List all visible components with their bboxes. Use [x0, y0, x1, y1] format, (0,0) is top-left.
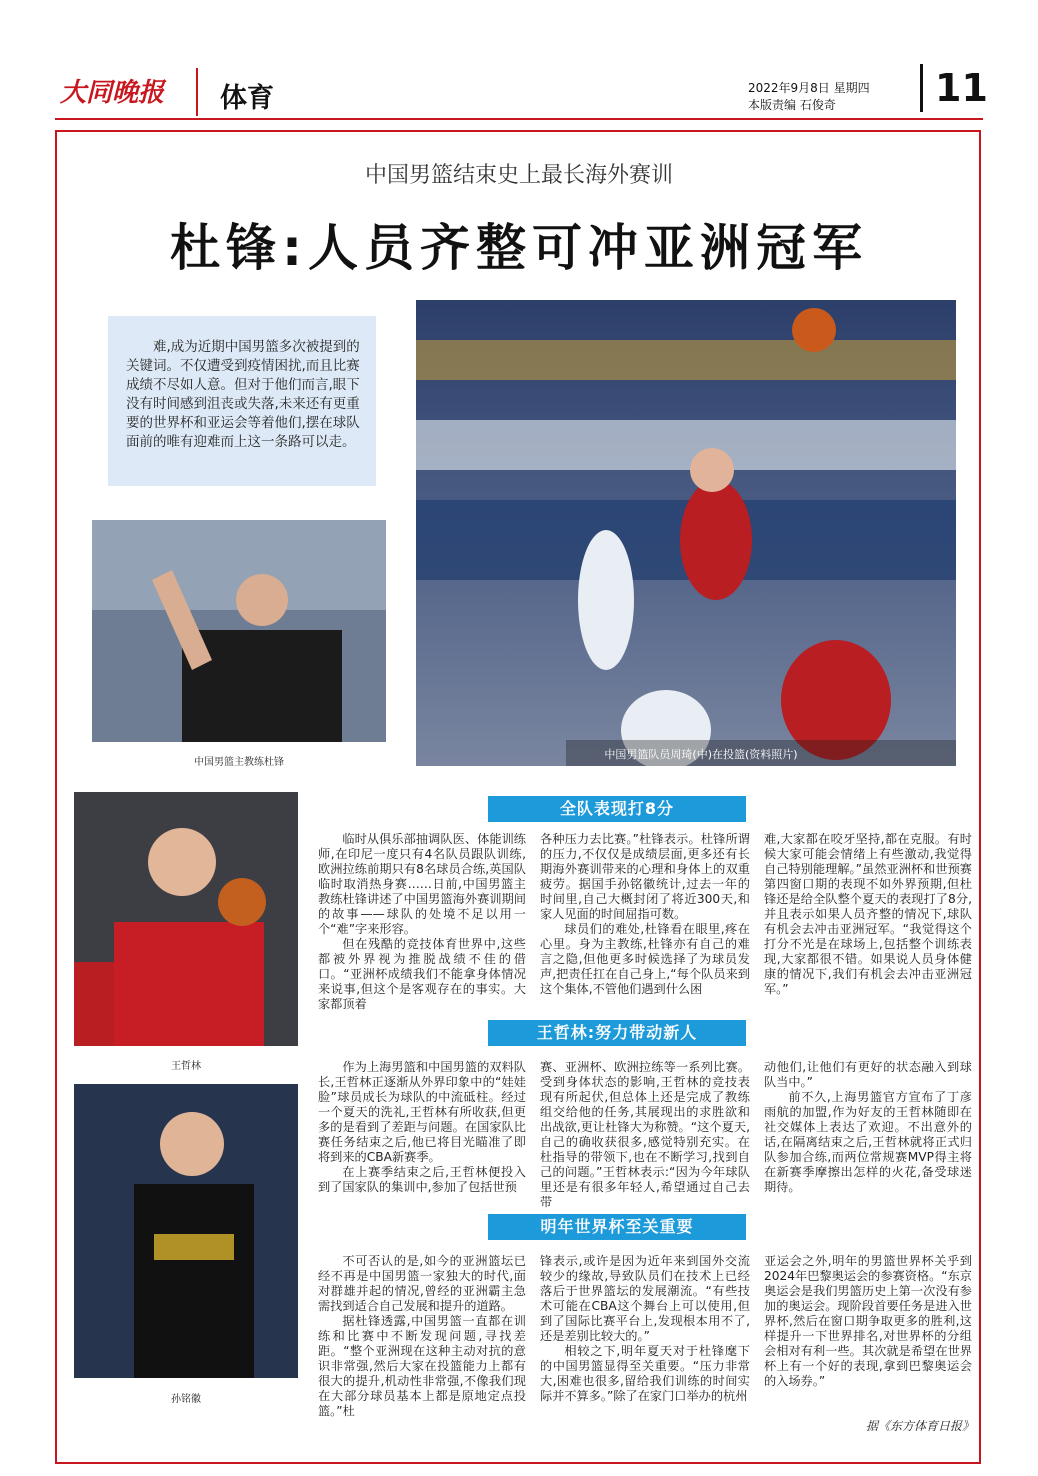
newspaper-logo: 大同晚报: [60, 78, 165, 108]
page-number-bar: [920, 64, 923, 112]
paragraph: 球员们的难处,杜锋看在眼里,疼在心里。身为主教练,杜锋亦有自己的难言之隐,但他更多时候选择了为球员发声,把责任扛在自己身上,“每个队员来到这个集体,不管他们遇到什么困: [540, 922, 750, 996]
player2-photo-image: [74, 1084, 298, 1378]
player2-photo: [74, 1084, 298, 1378]
article-kicker: 中国男篮结束史上最长海外赛训: [364, 163, 673, 188]
section3-column-2: [540, 1254, 750, 1404]
article-headline: 杜锋:人员齐整可冲亚洲冠军: [170, 219, 868, 277]
section2-column-1: [318, 1060, 526, 1195]
coach-photo: [92, 520, 386, 742]
paragraph: 亚运会之外,明年的男篮世界杯关乎到2024年巴黎奥运会的参赛资格。“东京奥运会是我们男篮历史上第一次没有参加的奥运会。现阶段首要任务是进入世界杯,然后在窗口期争取更多的胜利,这样提升一下世界排名,对世界杯的分组会相对有利一些。其次就是希望在世界杯上有一个好的表现,拿到巴黎奥运会的入场券。”: [764, 1254, 972, 1388]
section1-column-2: [540, 832, 750, 997]
coach-photo-caption: 中国男篮主教练杜锋: [194, 757, 284, 768]
section3-column-1: [318, 1254, 526, 1419]
coach-photo-image: [92, 520, 386, 742]
paragraph: 但在残酷的竞技体育世界中,这些都被外界视为推脱战绩不佳的借口。“亚洲杯成绩我们不能拿身体情况来说事,但这个是客观存在的事实。大家都顶着: [318, 937, 526, 1011]
player2-photo-caption: 孙铭徽: [171, 1394, 201, 1405]
header-rule: [55, 118, 983, 120]
subhead-world-cup: 明年世界杯至关重要: [488, 1214, 746, 1240]
section2-column-3: [764, 1060, 972, 1195]
subhead-team-score: 全队表现打8分: [488, 796, 746, 822]
paragraph: 相较之下,明年夏天对于杜锋麾下的中国男篮显得至关重要。“压力非常大,困难也很多,留给我们训练的时间实际并不算多。”除了在家门口举办的杭州: [540, 1344, 750, 1403]
source-credit: 据《东方体育日报》: [865, 1419, 974, 1433]
paragraph: 前不久,上海男篮官方宣布了丁彦雨航的加盟,作为好友的王哲林随即在社交媒体上表达了欢迎。不出意外的话,在隔离结束之后,王哲林就将正式归队参加合练,而两位常规赛MVP得主将在新赛季摩擦出怎样的火花,备受球迷期待。: [764, 1090, 972, 1194]
section1-column-3: [764, 832, 972, 997]
paragraph: 不可否认的是,如今的亚洲篮坛已经不再是中国男篮一家独大的时代,面对群雄并起的情况,曾经的亚洲霸主急需找到适合自己发展和提升的道路。: [318, 1254, 526, 1313]
player1-photo-image: [74, 792, 298, 1046]
section2-column-2: [540, 1060, 750, 1210]
paragraph: 作为上海男篮和中国男篮的双料队长,王哲林正逐渐从外界印象中的“娃娃脸”球员成长为球队的中流砥柱。经过一个夏天的洗礼,王哲林有所收获,但更多的是看到了差距与问题。在国家队比赛任务结束之后,他已将目光瞄准了即将到来的CBA新赛季。: [318, 1060, 526, 1164]
section-title: 体育: [220, 83, 274, 114]
paragraph: 据杜锋透露,中国男篮一直都在训练和比赛中不断发现问题,寻找差距。“整个亚洲现在这种主动对抗的意识非常强,然后大家在投篮能力上都有很大的提升,机动性非常强,不像我们现在大部分球员基本上都是原地定点投篮。”杜: [318, 1314, 526, 1418]
paragraph: 锋表示,或许是因为近年来到国外交流较少的缘故,导致队员们在技术上已经落后于世界篮坛的发展潮流。“有些技术可能在CBA这个舞台上可以使用,但到了国际比赛平台上,发现根本用不了,还是差别比较大的。”: [540, 1254, 750, 1343]
header-divider: [196, 68, 198, 116]
subhead-wang-zhelin: 王哲林:努力带动新人: [488, 1020, 746, 1046]
intro-box: 难,成为近期中国男篮多次被提到的关键词。不仅遭受到疫情困扰,而且比赛成绩不尽如人意。但对于他们而言,眼下没有时间感到沮丧或失落,未来还有更重要的世界杯和亚运会等着他们,摆在球队面前的唯有迎难而上这一条路可以走。: [108, 316, 376, 486]
paragraph: 难,大家都在咬牙坚持,都在克服。有时候大家可能会情绪上有些激动,我觉得自己特别能理解。”虽然亚洲杯和世预赛第四窗口期的表现不如外界预期,但杜锋还是给全队整个夏天的表现打了8分,并且表示如果人员齐整的情况下,球队有机会去冲击亚洲冠军。“我觉得这个打分不光是在球场上,包括整个训练表现,大家都很不错。如果说人员身体健康的情况下,我们有机会去冲击亚洲冠军。”: [764, 832, 972, 996]
main-photo-image: [416, 300, 956, 766]
paragraph: 各种压力去比赛。”杜锋表示。杜锋所谓的压力,不仅仅是成绩层面,更多还有长期海外赛训带来的心理和身体上的双重疲劳。据国手孙铭徽统计,过去一年的时间里,自己大概封闭了将近300天,和家人见面的时间屈指可数。: [540, 832, 750, 921]
section3-column-3: [764, 1254, 972, 1389]
paragraph: 在上赛季结束之后,王哲林便投入到了国家队的集训中,参加了包括世预: [318, 1165, 526, 1194]
main-photo: [416, 300, 956, 766]
paragraph: 动他们,让他们有更好的状态融入到球队当中。”: [764, 1060, 972, 1089]
page-editor: 本版责编 石俊奇: [748, 98, 836, 112]
player1-photo: [74, 792, 298, 1046]
main-photo-caption: 中国男篮队员周琦(中)在投篮(资料照片): [604, 748, 798, 761]
issue-date: 2022年9月8日 星期四: [748, 81, 870, 95]
section1-column-1: [318, 832, 526, 1012]
player1-photo-caption: 王哲林: [171, 1061, 201, 1072]
paragraph: 临时从俱乐部抽调队医、体能训练师,在印尼一度只有4名队员跟队训练,欧洲拉练前期只有8名球员合练,英国队临时取消热身赛……日前,中国男篮主教练杜锋讲述了中国男篮海外赛训期间的故事——球队的处境不足以用一个“难”字来形容。: [318, 832, 526, 936]
paragraph: 赛、亚洲杯、欧洲拉练等一系列比赛。受到身体状态的影响,王哲林的竞技表现有所起伏,但总体上还是完成了教练组交给他的任务,其展现出的求胜欲和出战欲,更让杜锋大为称赞。“这个夏天,自己的确收获很多,感觉特别充实。在杜指导的带领下,也在不断学习,找到自己的问题。”王哲林表示:“因为今年球队里还是有很多年轻人,希望通过自己去带: [540, 1060, 750, 1209]
page-number: 11: [935, 66, 988, 110]
